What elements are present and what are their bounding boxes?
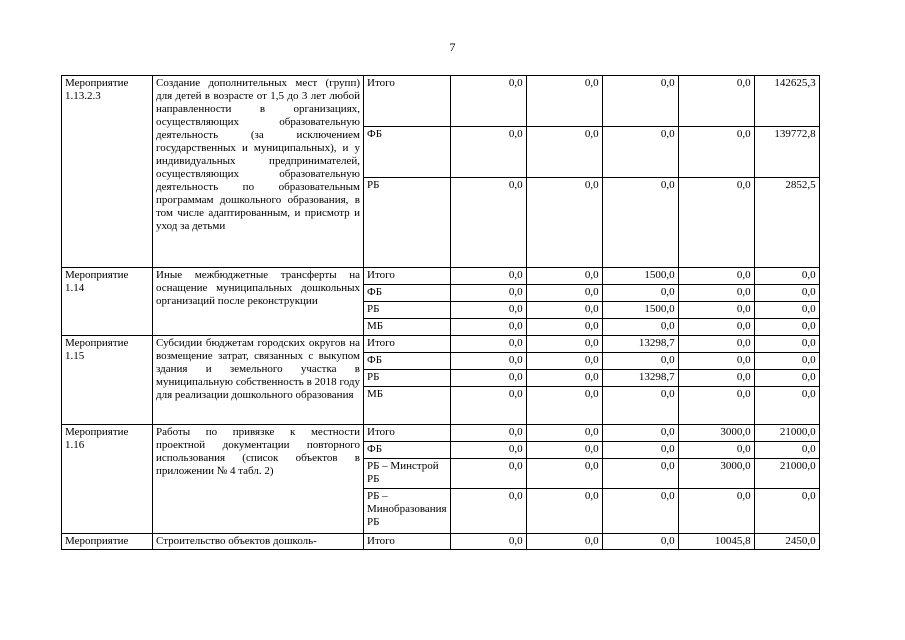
amount-cell: 0,0	[602, 319, 678, 336]
amount-cell: 0,0	[450, 336, 526, 353]
table-row	[62, 268, 820, 285]
amount-cell: 0,0	[602, 76, 678, 127]
amount-cell: 0,0	[526, 285, 602, 302]
amount-cell: 1500,0	[602, 268, 678, 285]
amount-cell: 0,0	[602, 127, 678, 178]
amount-cell: 0,0	[450, 178, 526, 268]
amount-cell: 0,0	[526, 489, 602, 534]
event-cell: Мероприятие	[62, 534, 153, 550]
funding-source-cell: МБ	[364, 319, 451, 336]
amount-cell: 0,0	[450, 268, 526, 285]
funding-source-cell: Итого	[364, 76, 451, 127]
program-budget-table-body	[62, 76, 820, 550]
description-cell: Работы по привязке к местности проектной документации повторного использования (список объектов в приложении № 4 табл. 2)	[153, 425, 364, 534]
event-cell: Мероприятие 1.16	[62, 425, 153, 534]
amount-cell: 0,0	[450, 534, 526, 550]
amount-cell: 0,0	[602, 178, 678, 268]
funding-source-cell: РБ	[364, 302, 451, 319]
amount-cell: 0,0	[754, 442, 819, 459]
amount-cell: 0,0	[678, 76, 754, 127]
table-row	[62, 534, 820, 550]
amount-cell: 0,0	[526, 268, 602, 285]
amount-cell: 0,0	[678, 178, 754, 268]
table-row	[62, 425, 820, 442]
amount-cell: 0,0	[450, 489, 526, 534]
amount-cell: 0,0	[526, 459, 602, 489]
amount-cell: 0,0	[754, 387, 819, 425]
amount-cell: 0,0	[678, 489, 754, 534]
amount-cell: 0,0	[754, 336, 819, 353]
amount-cell: 0,0	[526, 76, 602, 127]
page-number: 7	[449, 40, 456, 54]
amount-cell: 0,0	[678, 442, 754, 459]
funding-source-cell: РБ – Минобразования РБ	[364, 489, 451, 534]
amount-cell: 0,0	[754, 268, 819, 285]
event-cell: Мероприятие 1.15	[62, 336, 153, 425]
funding-source-cell: Итого	[364, 534, 451, 550]
amount-cell: 0,0	[754, 319, 819, 336]
amount-cell: 0,0	[526, 442, 602, 459]
amount-cell: 0,0	[526, 353, 602, 370]
amount-cell: 0,0	[450, 370, 526, 387]
amount-cell: 3000,0	[678, 425, 754, 442]
amount-cell: 0,0	[450, 302, 526, 319]
amount-cell: 0,0	[450, 319, 526, 336]
description-cell: Иные межбюджетные трансферты на оснащение муниципальных дошкольных организаций после реконструкции	[153, 268, 364, 336]
amount-cell: 0,0	[678, 302, 754, 319]
program-budget-table	[61, 75, 820, 550]
amount-cell: 13298,7	[602, 370, 678, 387]
amount-cell: 0,0	[450, 425, 526, 442]
amount-cell: 0,0	[602, 534, 678, 550]
funding-source-cell: Итого	[364, 268, 451, 285]
amount-cell: 0,0	[526, 336, 602, 353]
amount-cell: 0,0	[526, 370, 602, 387]
amount-cell: 3000,0	[678, 459, 754, 489]
funding-source-cell: РБ – Минстрой РБ	[364, 459, 451, 489]
funding-source-cell: РБ	[364, 370, 451, 387]
amount-cell: 0,0	[526, 534, 602, 550]
amount-cell: 0,0	[450, 76, 526, 127]
amount-cell: 0,0	[526, 302, 602, 319]
amount-cell: 0,0	[526, 319, 602, 336]
amount-cell: 0,0	[602, 489, 678, 534]
amount-cell: 0,0	[678, 319, 754, 336]
amount-cell: 0,0	[678, 353, 754, 370]
funding-source-cell: Итого	[364, 425, 451, 442]
amount-cell: 0,0	[754, 489, 819, 534]
description-cell: Субсидии бюджетам городских округов на возмещение затрат, связанных с выкупом здания и земельного участка в муниципальную собственность в 2018 году для реализации дошкольного образования	[153, 336, 364, 425]
amount-cell: 0,0	[450, 127, 526, 178]
amount-cell: 1500,0	[602, 302, 678, 319]
amount-cell: 13298,7	[602, 336, 678, 353]
amount-cell: 2450,0	[754, 534, 819, 550]
amount-cell: 0,0	[602, 442, 678, 459]
funding-source-cell: ФБ	[364, 442, 451, 459]
funding-source-cell: ФБ	[364, 285, 451, 302]
amount-cell: 0,0	[678, 127, 754, 178]
amount-cell: 0,0	[526, 178, 602, 268]
amount-cell: 2852,5	[754, 178, 819, 268]
amount-cell: 0,0	[602, 387, 678, 425]
amount-cell: 0,0	[678, 336, 754, 353]
amount-cell: 21000,0	[754, 459, 819, 489]
amount-cell: 139772,8	[754, 127, 819, 178]
amount-cell: 0,0	[678, 268, 754, 285]
funding-source-cell: МБ	[364, 387, 451, 425]
funding-source-cell: Итого	[364, 336, 451, 353]
amount-cell: 0,0	[450, 442, 526, 459]
amount-cell: 0,0	[602, 285, 678, 302]
table-row	[62, 76, 820, 127]
table-row	[62, 336, 820, 353]
amount-cell: 142625,3	[754, 76, 819, 127]
amount-cell: 0,0	[450, 285, 526, 302]
amount-cell: 0,0	[450, 459, 526, 489]
amount-cell: 21000,0	[754, 425, 819, 442]
amount-cell: 0,0	[450, 387, 526, 425]
event-cell: Мероприятие 1.14	[62, 268, 153, 336]
description-cell: Строительство объектов дошколь-	[153, 534, 364, 550]
amount-cell: 0,0	[754, 353, 819, 370]
amount-cell: 0,0	[602, 425, 678, 442]
amount-cell: 0,0	[602, 459, 678, 489]
description-cell: Создание дополнительных мест (групп) для детей в возрасте от 1,5 до 3 лет любой направленности в организациях, осуществляющих образовательную деятельность (за исключением государственных и муниципальных), и у индивидуальных предпринимателей, осуществляющих образовательную деятельность по образовательным программам дошкольного образования, в том числе адаптированным, и присмотр и уход за детьми	[153, 76, 364, 268]
amount-cell: 0,0	[754, 302, 819, 319]
amount-cell: 0,0	[678, 285, 754, 302]
amount-cell: 0,0	[678, 387, 754, 425]
amount-cell: 0,0	[754, 370, 819, 387]
amount-cell: 0,0	[678, 370, 754, 387]
funding-source-cell: ФБ	[364, 127, 451, 178]
amount-cell: 10045,8	[678, 534, 754, 550]
amount-cell: 0,0	[526, 387, 602, 425]
funding-source-cell: РБ	[364, 178, 451, 268]
event-cell: Мероприятие 1.13.2.3	[62, 76, 153, 268]
amount-cell: 0,0	[526, 127, 602, 178]
funding-source-cell: ФБ	[364, 353, 451, 370]
amount-cell: 0,0	[602, 353, 678, 370]
amount-cell: 0,0	[754, 285, 819, 302]
amount-cell: 0,0	[450, 353, 526, 370]
amount-cell: 0,0	[526, 425, 602, 442]
